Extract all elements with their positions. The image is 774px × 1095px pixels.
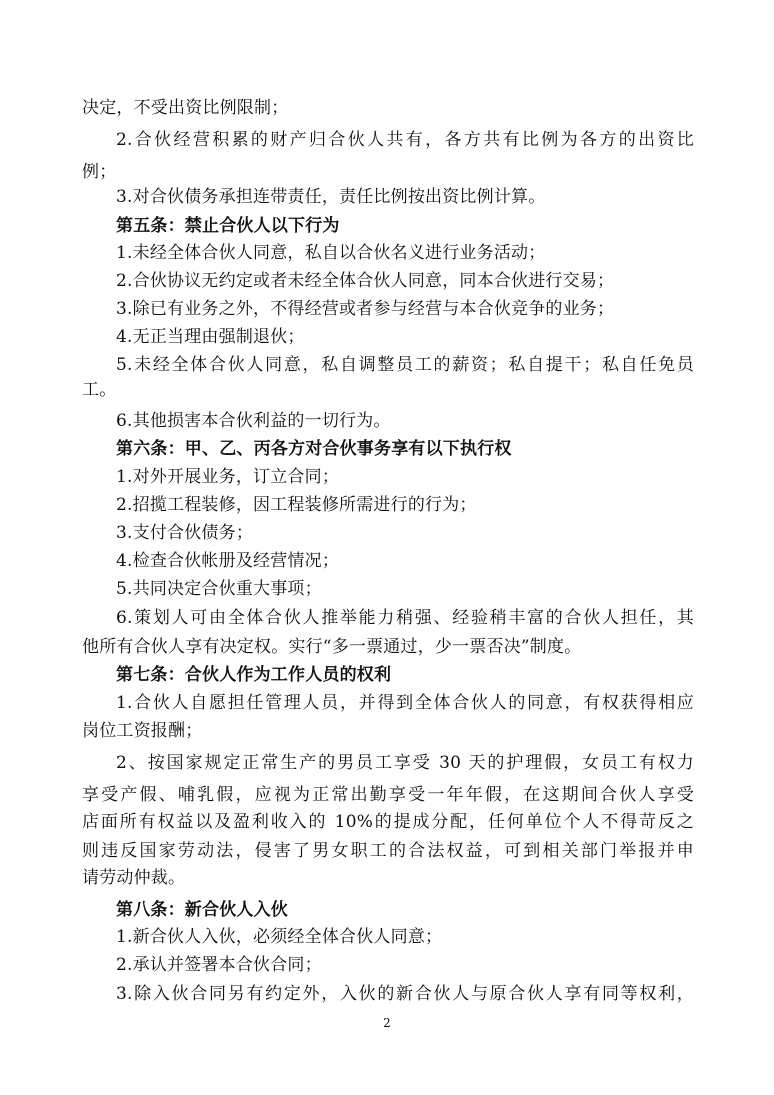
paragraph-line: 1.未经全体合伙人同意，私自以合伙名义进行业务活动； xyxy=(116,243,546,263)
section-heading: 第八条：新合伙人入伙 xyxy=(116,900,288,920)
paragraph-line: 3.除已有业务之外，不得经营或者参与经营与本合伙竞争的业务； xyxy=(116,299,615,319)
paragraph-line: 5.共同决定合伙重大事项； xyxy=(116,579,322,599)
paragraph-line: 5.未经全体合伙人同意，私自调整员工的薪资；私自提干；私自任免员 xyxy=(116,355,694,375)
section-heading: 第六条：甲、乙、丙各方对合伙事务享有以下执行权 xyxy=(116,439,512,459)
paragraph-line: 他所有合伙人享有决定权。实行“多一票通过，少一票否决”制度。 xyxy=(82,637,582,657)
paragraph-line: 工。 xyxy=(82,380,117,400)
paragraph-line: 3.除入伙合同另有约定外，入伙的新合伙人与原合伙人享有同等权利， xyxy=(116,984,694,1004)
paragraph-line: 例； xyxy=(82,162,117,182)
page-number: 2 xyxy=(383,1016,391,1030)
paragraph-line: 2.合伙协议无约定或者未经全体合伙人同意，同本合伙进行交易； xyxy=(116,271,615,291)
paragraph-line: 1.对外开展业务，订立合同； xyxy=(116,467,340,487)
paragraph-line: 1.合伙人自愿担任管理人员，并得到全体合伙人的同意，有权获得相应 xyxy=(116,693,694,713)
section-heading: 第五条：禁止合伙人以下行为 xyxy=(116,216,340,236)
paragraph-line: 3.对合伙债务承担连带责任，责任比例按出资比例计算。 xyxy=(116,187,546,207)
paragraph-line: 则违反国家劳动法，侵害了男女职工的合法权益，可到相关部门举报并申 xyxy=(82,841,694,861)
paragraph-line: 决定，不受出资比例限制； xyxy=(82,98,289,118)
section-heading: 第七条：合伙人作为工作人员的权利 xyxy=(116,665,392,685)
paragraph-line: 店面所有权益以及盈利收入的 10%的提成分配，任何单位个人不得苛反之 xyxy=(82,812,694,832)
paragraph-line: 1.新合伙人入伙，必须经全体合伙人同意； xyxy=(116,927,443,947)
paragraph-line: 6.策划人可由全体合伙人推举能力稍强、经验稍丰富的合伙人担任，其 xyxy=(116,608,694,628)
paragraph-line: 2.承认并签署本合伙合同； xyxy=(116,955,322,975)
paragraph-line: 2、按国家规定正常生产的男员工享受 30 天的护理假，女员工有权力 xyxy=(116,753,694,773)
paragraph-line: 4.检查合伙帐册及经营情况； xyxy=(116,551,340,571)
paragraph-line: 4.无正当理由强制退伙； xyxy=(116,327,305,347)
paragraph-line: 请劳动仲裁。 xyxy=(82,868,186,888)
paragraph-line: 6.其他损害本合伙利益的一切行为。 xyxy=(116,411,391,431)
paragraph-line: 岗位工资报酬； xyxy=(82,721,203,741)
paragraph-line: 3.支付合伙债务； xyxy=(116,523,254,543)
paragraph-line: 2.合伙经营积累的财产归合伙人共有，各方共有比例为各方的出资比 xyxy=(116,130,694,150)
paragraph-line: 2.招揽工程装修，因工程装修所需进行的行为； xyxy=(116,495,477,515)
paragraph-line: 享受产假、哺乳假，应视为正常出勤享受一年年假，在这期间合伙人享受 xyxy=(82,785,694,805)
